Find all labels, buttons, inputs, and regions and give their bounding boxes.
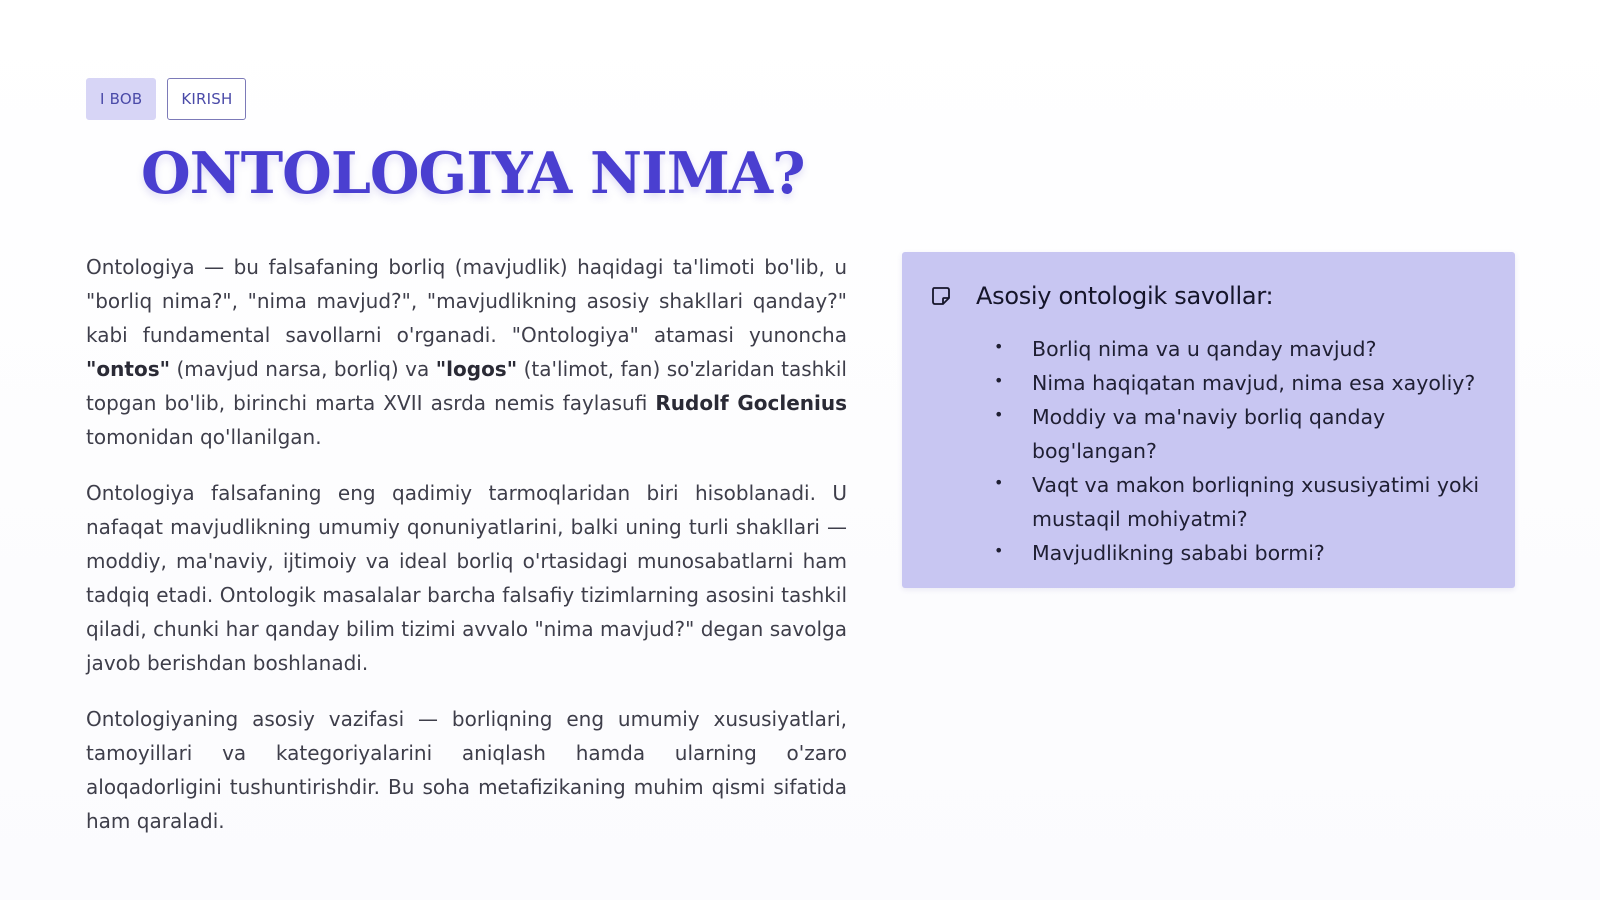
- chapter-tag: I BOB: [86, 78, 156, 120]
- paragraph-2: Ontologiya falsafaning eng qadimiy tarmoqlaridan biri hisoblanadi. U nafaqat mavjudlikning umumiy qonuniyatlarini, balki uning turli shakllari — moddiy, ma'naviy, ijtimoiy va ideal borliq o'rtasidagi munosabatlarni ham tadqiq etadi. Ontologik masalalar barcha falsafiy tizimlarning asosini tashkil qiladi, chunki har qanday bilim tizimi avvalo "nima mavjud?" degan savolga javob berishdan boshlanadi.: [86, 481, 847, 675]
- list-item: [994, 366, 1491, 400]
- list-item-text: Vaqt va makon borliqning xususiyatimi yoki mustaqil mohiyatmi?: [1032, 473, 1480, 531]
- paragraph-1-text-d: tomonidan qo'llanilgan.: [86, 425, 322, 449]
- tag-row: [86, 78, 246, 120]
- bullet: •: [994, 473, 1004, 492]
- question-list: [926, 332, 1491, 570]
- paragraph-3: Ontologiyaning asosiy vazifasi — borliqning eng umumiy xususiyatlari, tamoyillari va kategoriyalarini aniqlash hamda ularning o'zaro aloqadorligini tushuntirishdir. Bu soha metafizikaning muhim qismi sifatida ham qaraladi.: [86, 707, 847, 833]
- card-title: Asosiy ontologik savollar:: [976, 282, 1274, 310]
- bullet: •: [994, 337, 1004, 356]
- term-logos: "logos": [435, 357, 518, 381]
- term-ontos: "ontos": [86, 357, 171, 381]
- paragraph-1-text-c: (ta'limot, fan) so'zlaridan tashkil topgan bo'lib, birinchi marta XVII asrda nemis faylasufi: [86, 357, 847, 415]
- list-item: [994, 536, 1491, 570]
- paragraph-1-text-a: Ontologiya — bu falsafaning borliq (mavjudlik) haqidagi ta'limoti bo'lib, u "borliq nima?", "nima mavjud?", "mavjudlikning asosiy shakllari qanday?" kabi fundamental savollarni o'rganadi. "Ontologiya" atamasi yunoncha: [86, 255, 847, 347]
- paragraph-1: [86, 250, 847, 454]
- list-item-text: Borliq nima va u qanday mavjud?: [1032, 337, 1377, 361]
- list-item-text: Moddiy va ma'naviy borliq qanday bog'langan?: [1032, 405, 1386, 463]
- body-text: [86, 250, 847, 860]
- bullet: •: [994, 371, 1004, 390]
- list-item-text: Mavjudlikning sababi bormi?: [1032, 541, 1325, 565]
- list-item: [994, 468, 1491, 536]
- bullet: •: [994, 541, 1004, 560]
- bullet: •: [994, 405, 1004, 424]
- philosopher-name: Rudolf Goclenius: [655, 391, 847, 415]
- questions-card: [902, 252, 1515, 588]
- note-icon: [930, 285, 952, 307]
- list-item: [994, 400, 1491, 468]
- card-header: [930, 282, 1491, 310]
- page-title: ONTOLOGIYA NIMA?: [141, 140, 805, 207]
- list-item-text: Nima haqiqatan mavjud, nima esa xayoliy?: [1032, 371, 1476, 395]
- paragraph-1-text-b: (mavjud narsa, borliq) va: [170, 357, 436, 381]
- section-tag: KIRISH: [167, 78, 246, 120]
- list-item: [994, 332, 1491, 366]
